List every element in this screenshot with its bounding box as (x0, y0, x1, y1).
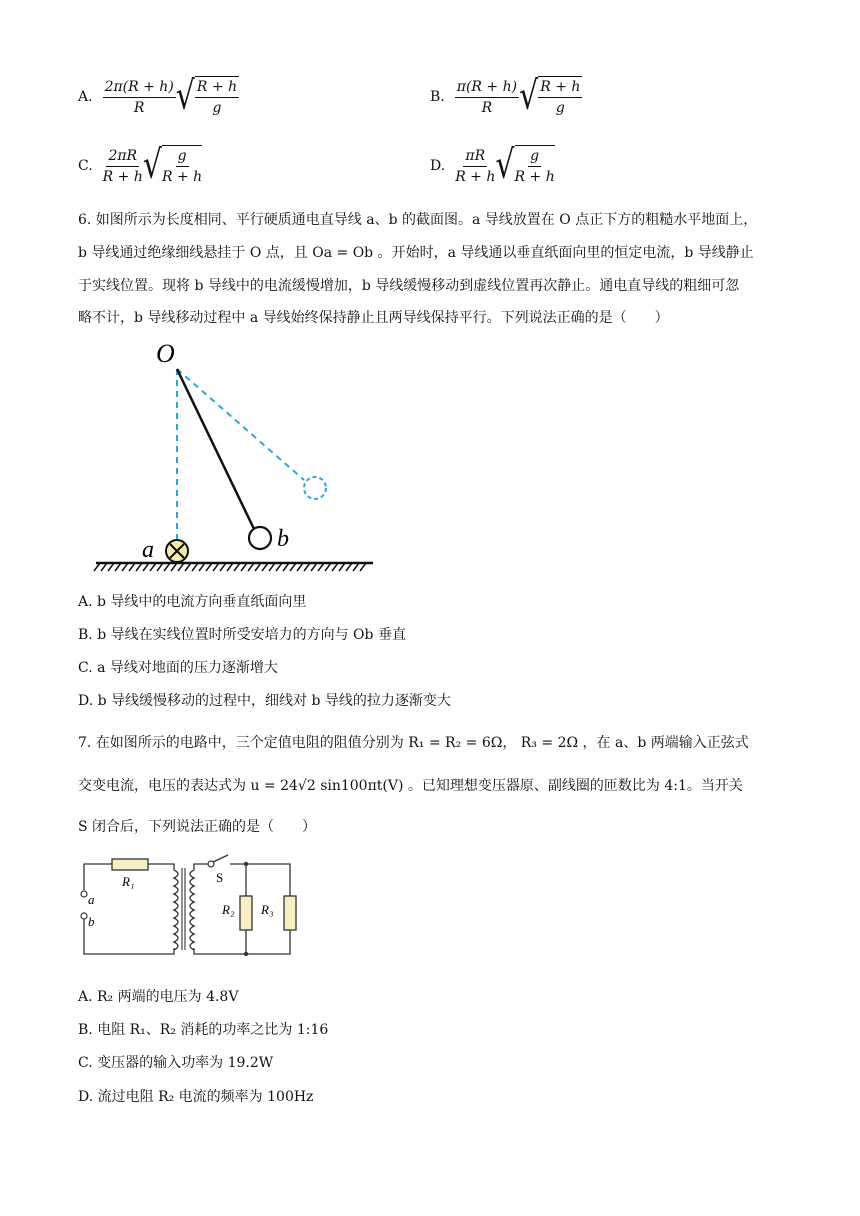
option-b-fraction: $\frac{\pi(R + h)}{R}$ (456, 78, 518, 116)
q6-option-b[interactable]: B. b 导线在实线位置时所受安培力的方向与 Ob 垂直 (78, 627, 406, 643)
q6-line-2: b 导线通过绝缘细线悬挂于 O 点，且 Oa = Ob 。开始时，a 导线通以垂直纸面向里的恒定电流，b 导线静止 (78, 245, 754, 261)
fig-label-b: b (277, 526, 289, 552)
label-r2: R₂ (222, 902, 235, 917)
label-s: S (216, 870, 224, 885)
option-b-label: B. (430, 89, 445, 105)
wire-b (249, 527, 271, 549)
q7-option-b[interactable]: B. 电阻 R₁、R₂ 消耗的功率之比为 1:16 (78, 1022, 329, 1038)
primary-coil (174, 870, 178, 950)
q7-option-d[interactable]: D. 流过电阻 R₂ 电流的频率为 100Hz (78, 1089, 314, 1105)
option-c[interactable] (78, 142, 203, 189)
terminal-b (81, 913, 87, 919)
option-d-fraction: $\frac{\pi R}{R + h}$ (455, 147, 496, 185)
option-b[interactable] (430, 73, 582, 120)
option-c-radical: √ $\frac{g}{R + h}$ (142, 142, 203, 189)
q6-line-3: 于实线位置。现将 b 导线中的电流缓慢增加，b 导线缓慢移动到虚线位置再次静止。通电直导线的粗细可忽 (78, 278, 740, 294)
q6-line-1: 6. 如图所示为长度相同、平行硬质通电直导线 a、b 的截面图。a 导线放置在 O 点正下方的粗糙水平地面上， (78, 212, 758, 228)
q6-figure (90, 335, 390, 580)
option-a[interactable] (78, 73, 239, 120)
q7-line-3: S 闭合后，下列说法正确的是（ ） (78, 819, 317, 835)
resistor-r1 (112, 859, 148, 870)
option-d-label: D. (430, 158, 446, 174)
label-r3: R₃ (261, 902, 274, 917)
option-b-radical: √ $\frac{R + h}{g}$ (519, 73, 581, 120)
q7-option-a[interactable]: A. R₂ 两端的电压为 4.8V (78, 989, 239, 1005)
resistor-r2 (240, 896, 252, 930)
resistor-r3 (284, 896, 296, 930)
option-c-fraction: $\frac{2\pi R}{R + h}$ (102, 147, 143, 185)
q7-line-2: 交变电流，电压的表达式为 u = 24√2 sin100πt(V) 。已知理想变压器原、副线圈的匝数比为 4:1。当开关 (78, 778, 743, 794)
option-a-label: A. (78, 89, 93, 105)
terminal-a (81, 891, 87, 897)
label-b: b (88, 914, 95, 929)
q6-line-4: 略不计，b 导线移动过程中 a 导线始终保持静止且两导线保持平行。下列说法正确的是（ ） (78, 310, 669, 326)
option-c-label: C. (78, 158, 93, 174)
dashed-wire-b (304, 477, 326, 499)
q7-circuit (78, 852, 308, 962)
q6-option-a[interactable]: A. b 导线中的电流方向垂直纸面向里 (78, 594, 307, 610)
option-a-fraction: $\frac{2\pi(R + h)}{R}$ (104, 78, 174, 116)
secondary-coil (190, 870, 194, 950)
q7-line-1: 7. 在如图所示的电路中，三个定值电阻的阻值分别为 R₁ = R₂ = 6Ω， R₃ = 2Ω ，在 a、b 两端输入正弦式 (78, 735, 749, 751)
label-a: a (88, 892, 95, 907)
solid-string (177, 369, 254, 529)
option-d[interactable] (430, 142, 555, 189)
option-a-radical: √ $\frac{R + h}{g}$ (175, 73, 238, 120)
label-r1: R₁ (122, 874, 135, 889)
fig-label-a: a (142, 537, 154, 563)
option-d-radical: √ $\frac{g}{R + h}$ (495, 142, 555, 189)
fig-label-O: O (156, 339, 175, 368)
q6-option-d[interactable]: D. b 导线缓慢移动的过程中，细线对 b 导线的拉力逐渐变大 (78, 693, 451, 709)
q7-option-c[interactable]: C. 变压器的输入功率为 19.2W (78, 1055, 274, 1071)
dashed-string (177, 369, 304, 480)
q6-option-c[interactable]: C. a 导线对地面的压力逐渐增大 (78, 660, 278, 676)
switch-s (213, 855, 228, 862)
